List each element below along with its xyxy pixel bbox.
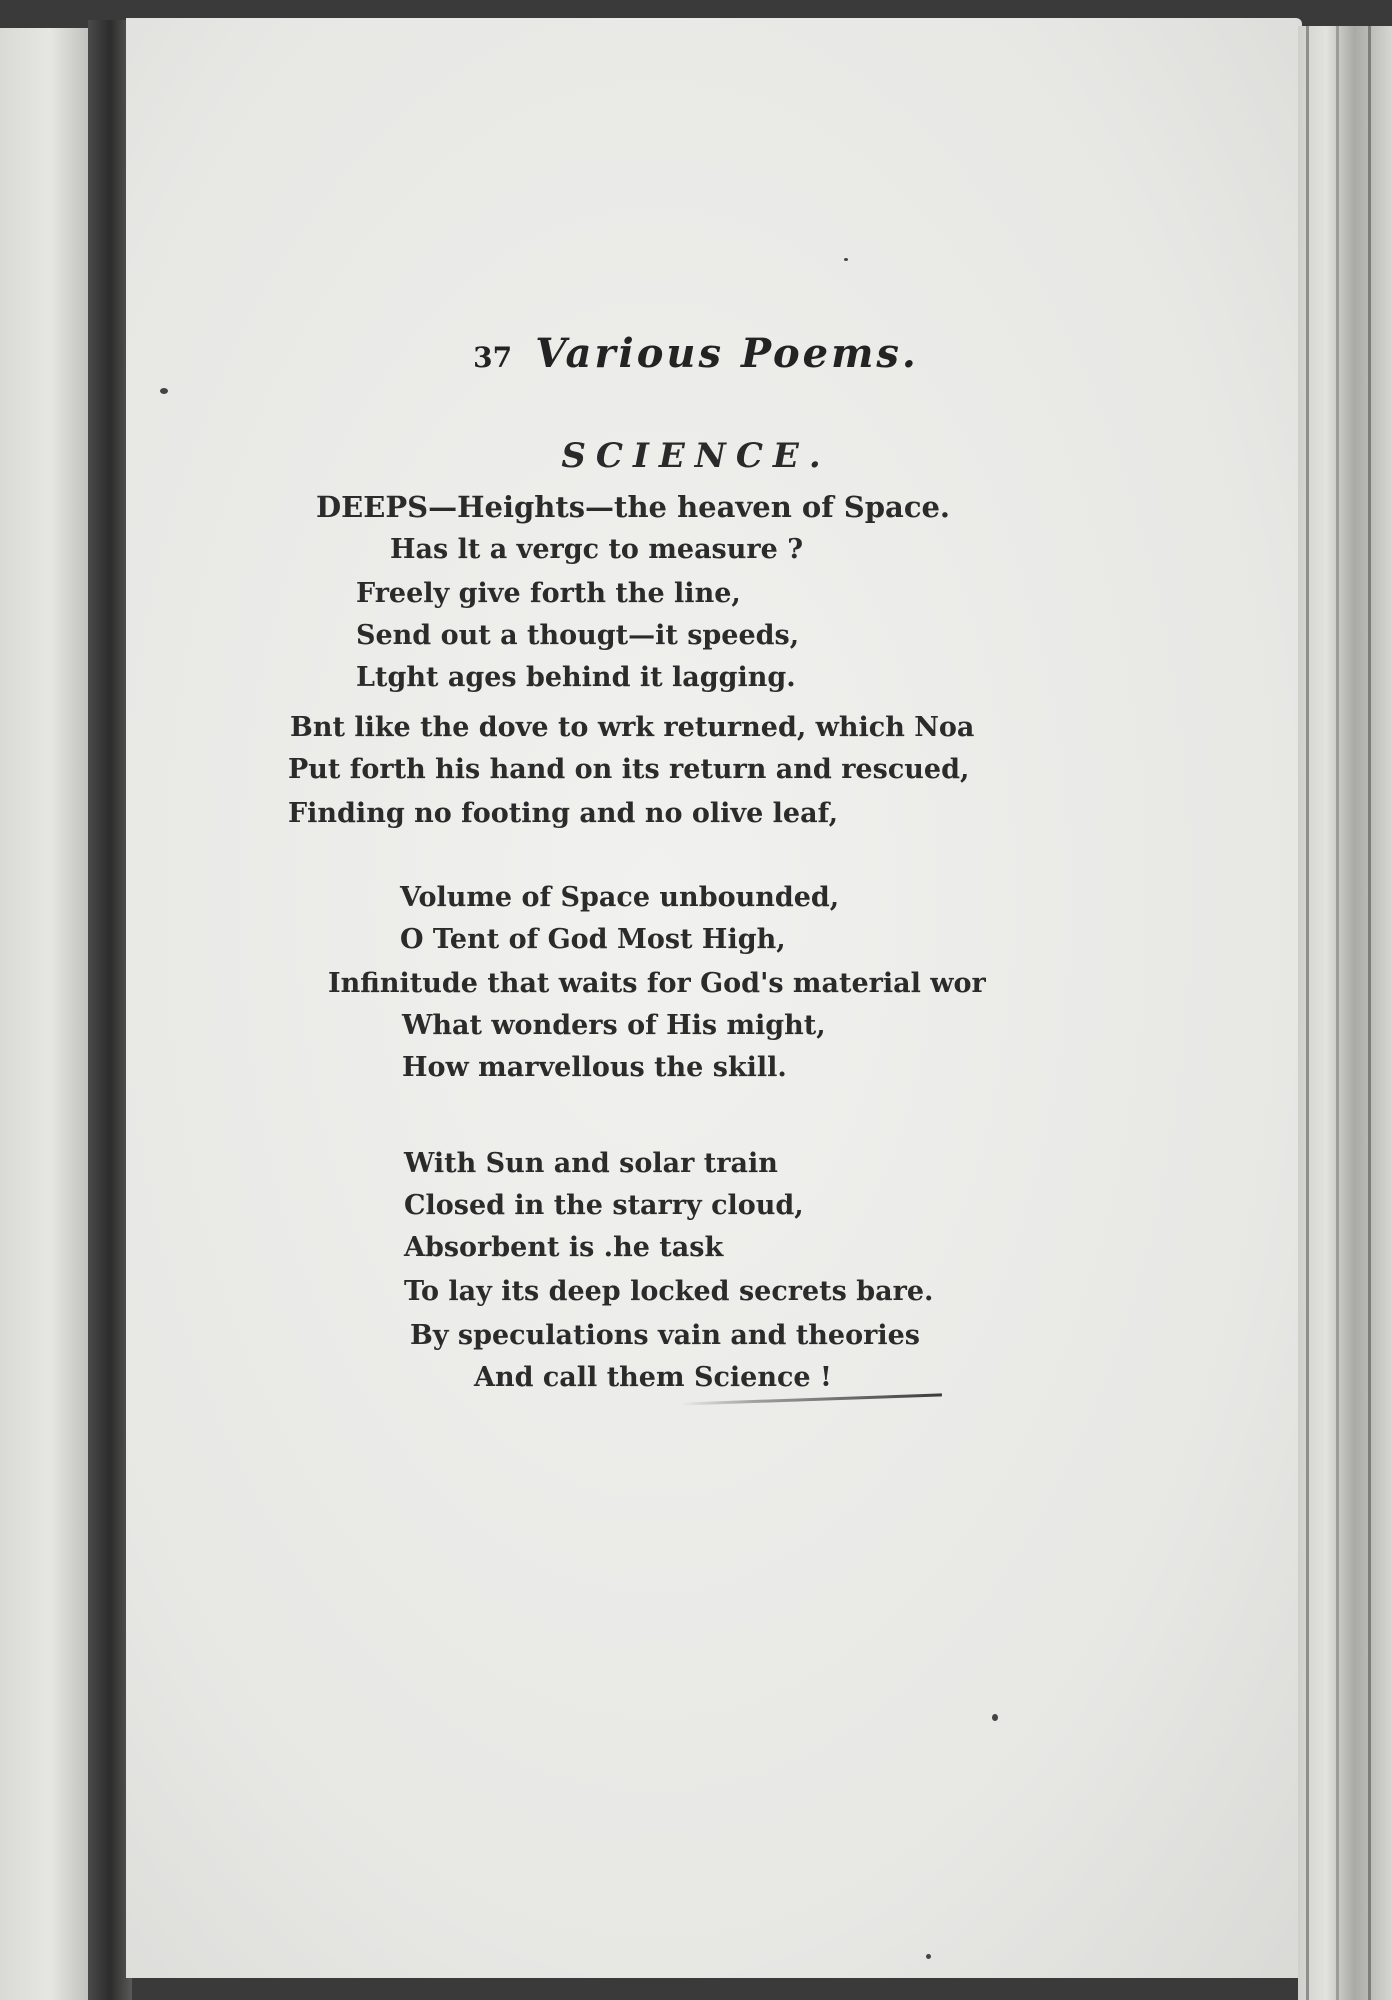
poem-title: SCIENCE.: [561, 436, 831, 476]
poem-line: With Sun and solar train: [404, 1148, 778, 1179]
poem-line: Ltght ages behind it lagging.: [356, 662, 796, 693]
page-edge-line: [1306, 26, 1309, 2000]
running-title: Various Poems.: [535, 330, 919, 377]
poem-line: Closed in the starry cloud,: [404, 1190, 804, 1221]
poem-line: Has lt a vergc to measure ?: [390, 534, 804, 565]
poem-line: How marvellous the skill.: [402, 1052, 787, 1083]
ink-speck: [926, 1954, 931, 1959]
poem-line: Put forth his hand on its return and rescued,: [288, 754, 970, 785]
running-header: [0, 330, 1392, 377]
ink-speck: [844, 258, 848, 261]
poem-line: Send out a thougt—it speeds,: [356, 620, 800, 651]
poem-line: Bnt like the dove to wrk returned, which Noa: [290, 712, 975, 743]
poem-line: Freely give forth the line,: [356, 578, 741, 609]
poem-line: To lay its deep locked secrets bare.: [404, 1276, 934, 1307]
page-edge-line: [1368, 26, 1371, 2000]
ink-speck: [992, 1714, 998, 1721]
page-edges: [1298, 26, 1392, 2000]
poem-line: What wonders of His might,: [402, 1010, 826, 1041]
poem-line: Absorbent is .he task: [404, 1232, 724, 1263]
poem-line: O Tent of God Most High,: [400, 924, 786, 955]
page-number: 37: [473, 341, 513, 374]
ink-speck: [160, 388, 168, 394]
poem-line: Volume of Space unbounded,: [400, 882, 840, 913]
poem-line: By speculations vain and theories: [410, 1320, 920, 1351]
left-page: [0, 28, 92, 2000]
page-edge-line: [1336, 26, 1339, 2000]
poem-line: DEEPS—Heights—the heaven of Space.: [316, 490, 951, 524]
poem-line: Infinitude that waits for God's material wor: [328, 968, 986, 999]
poem-line: Finding no footing and no olive leaf,: [288, 798, 838, 829]
poem-line: And call them Science !: [474, 1362, 832, 1393]
